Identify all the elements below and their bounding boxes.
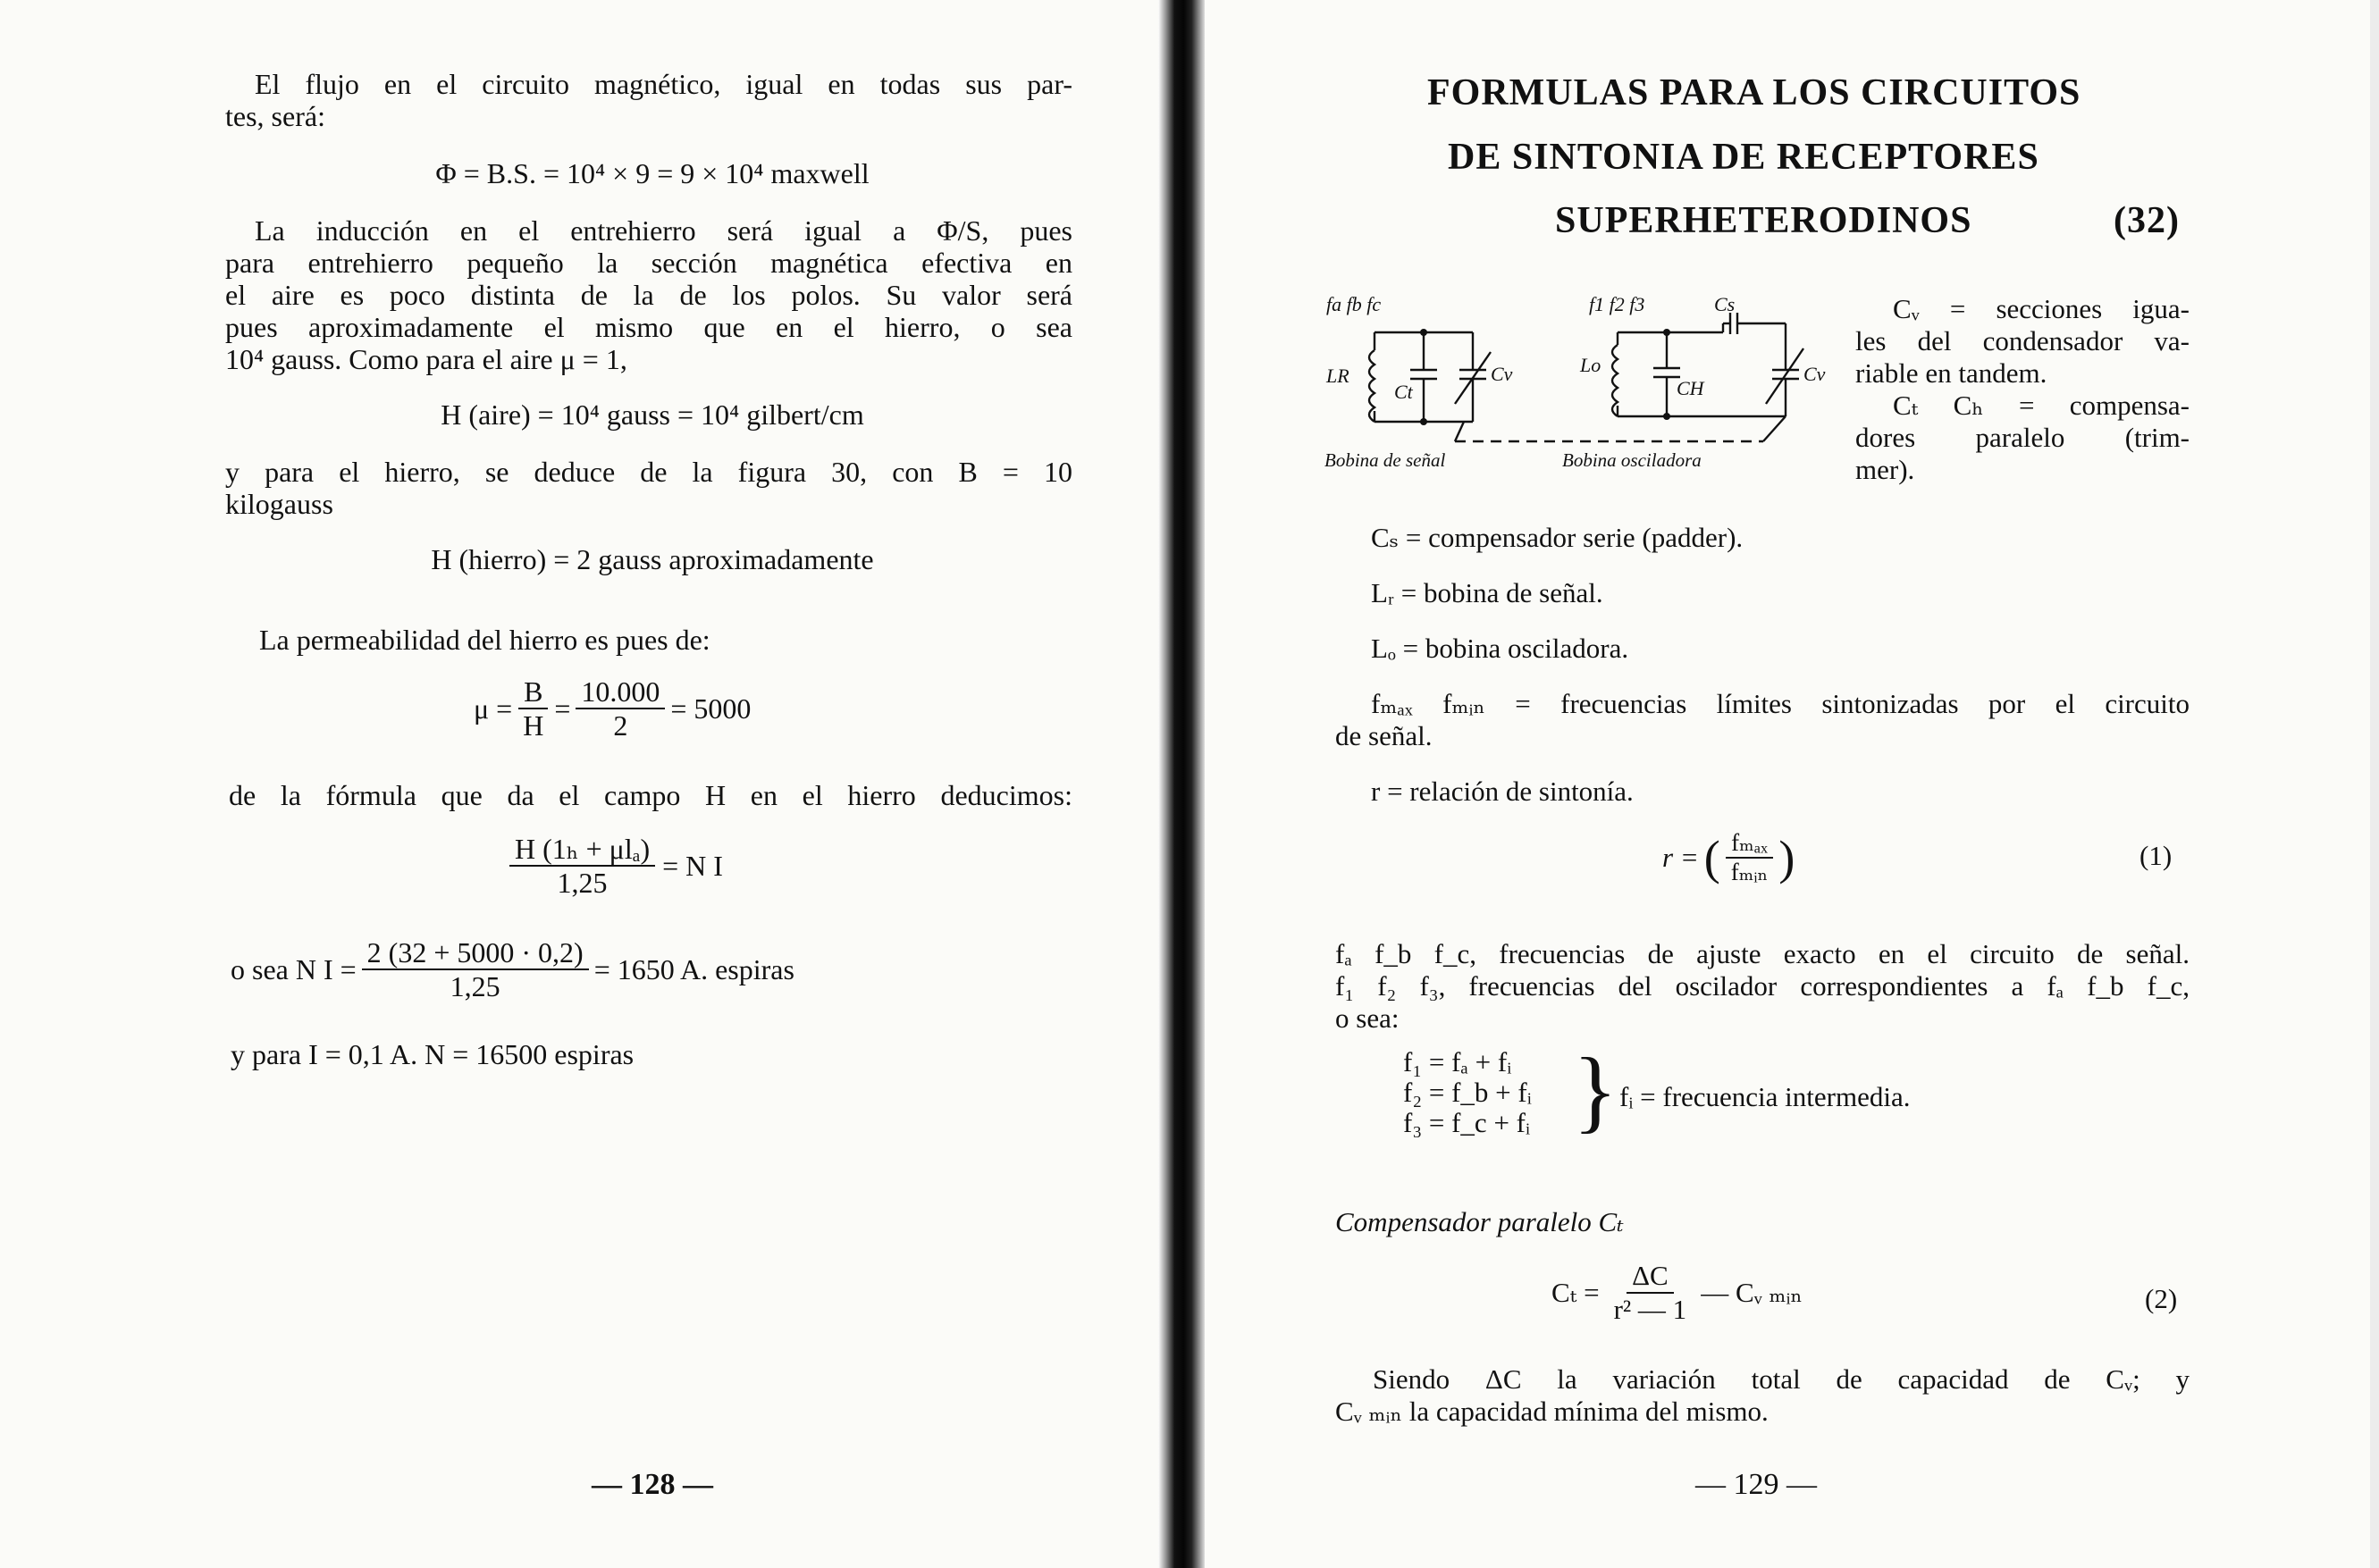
paragraph-line: el aire es poco distinta de la de los polos. Su valor será bbox=[225, 279, 1072, 311]
paragraph-line: Cᵥ ₘᵢₙ la capacidad mínima del mismo. bbox=[1335, 1396, 1769, 1427]
paragraph-line: El flujo en el circuito magnético, igual en todas sus par- bbox=[255, 68, 1072, 100]
eq-rhs: = 5000 bbox=[670, 692, 752, 725]
eq-lhs: Cₜ = bbox=[1551, 1277, 1600, 1308]
numerator: ΔC bbox=[1627, 1260, 1674, 1294]
lo-label: Lo bbox=[1580, 354, 1601, 376]
eq-sign: = bbox=[554, 692, 571, 725]
fraction bbox=[362, 936, 589, 1002]
system-rhs: fᵢ = frecuencia intermedia. bbox=[1619, 1081, 1911, 1112]
side-note-line: Cᵥ = secciones igua- bbox=[1893, 293, 2190, 324]
paragraph-line: de la fórmula que da el campo H en el hierro deducimos: bbox=[229, 779, 1072, 811]
denominator: 1,25 bbox=[450, 970, 500, 1002]
osc-coil-caption: Bobina osciladora bbox=[1562, 449, 1702, 471]
eq-lhs: o sea N I = bbox=[231, 953, 357, 985]
page-title-line: FORMULAS PARA LOS CIRCUITOS bbox=[1427, 72, 2081, 113]
lr-label: LR bbox=[1326, 365, 1349, 387]
equation-h-iron: H (hierro) = 2 gauss aproximadamente bbox=[431, 543, 874, 575]
paren-right: ) bbox=[1778, 831, 1795, 885]
page-number: — 128 — bbox=[592, 1468, 713, 1501]
paragraph-line: 10⁴ gauss. Como para el aire μ = 1, bbox=[225, 343, 627, 375]
fraction bbox=[517, 675, 549, 742]
numerator: 2 (32 + 5000 · 0,2) bbox=[362, 936, 589, 970]
definition-f-cont: de señal. bbox=[1335, 720, 1433, 751]
page-title-line: SUPERHETERODINOS bbox=[1555, 200, 1972, 241]
page-number: — 129 — bbox=[1695, 1468, 1817, 1501]
osc-freq-label: f1 f2 f3 bbox=[1589, 293, 1645, 315]
fraction bbox=[509, 833, 655, 899]
eq-lhs: r = bbox=[1662, 842, 1699, 873]
equation-permeability bbox=[474, 675, 751, 742]
cv-label: Cv bbox=[1491, 363, 1513, 385]
numerator: fₘₐₓ bbox=[1726, 829, 1773, 859]
book-spine bbox=[1158, 0, 1205, 1568]
subheading-compensador: Compensador paralelo Cₜ bbox=[1335, 1206, 1624, 1237]
side-note-line: riable en tandem. bbox=[1855, 357, 2047, 389]
denominator: r² — 1 bbox=[1613, 1294, 1687, 1325]
brace: } bbox=[1573, 1039, 1618, 1142]
paragraph-line: Siendo ΔC la variación total de capacidad de Cᵥ; y bbox=[1373, 1363, 2190, 1395]
side-note-line: mer). bbox=[1855, 454, 1915, 485]
cv-label: Cv bbox=[1803, 363, 1826, 385]
page-edge bbox=[2370, 0, 2379, 1568]
cs-label: Cs bbox=[1714, 293, 1736, 315]
paragraph-line: La inducción en el entrehierro será igual a Φ/S, pues bbox=[255, 214, 1072, 247]
numerator: 10.000 bbox=[576, 675, 665, 709]
denominator: 1,25 bbox=[557, 867, 608, 899]
paragraph-line: f₁ f₂ f₃, frecuencias del oscilador correspondientes a fₐ f_b f_c, bbox=[1335, 970, 2190, 1002]
equation-ni bbox=[231, 936, 794, 1002]
equation-n: y para I = 0,1 A. N = 16500 espiras bbox=[231, 1038, 635, 1070]
ct-label: Ct bbox=[1394, 381, 1413, 403]
numerator: H (1ₕ + μlₐ) bbox=[509, 833, 655, 867]
eq-rhs: = 1650 A. espiras bbox=[593, 953, 794, 985]
side-note-line: Cₜ Cₕ = compensa- bbox=[1893, 390, 2190, 421]
fraction bbox=[1609, 1260, 1693, 1326]
paragraph-line: tes, será: bbox=[225, 100, 325, 132]
paragraph-line: fₐ f_b f_c, frecuencias de ajuste exacto en el circuito de señal. bbox=[1335, 938, 2190, 969]
system-eq-3: f₃ = f_c + fᵢ bbox=[1403, 1107, 1531, 1138]
ch-label: CH bbox=[1677, 377, 1704, 399]
paragraph-line: pues aproximadamente el mismo que en el hierro, o sea bbox=[225, 311, 1072, 343]
fraction bbox=[576, 675, 665, 742]
equation-2 bbox=[1551, 1260, 1803, 1326]
section-number: (32) bbox=[2114, 200, 2180, 241]
signal-freq-label: fa fb fc bbox=[1326, 293, 1382, 315]
equation-tag: (2) bbox=[2145, 1283, 2178, 1314]
eq-rhs: = N I bbox=[662, 850, 723, 882]
equation-flux: Φ = B.S. = 10⁴ × 9 = 9 × 10⁴ maxwell bbox=[435, 157, 870, 189]
definition-f: fₘₐₓ fₘᵢₙ = frecuencias límites sintonizadas por el circuito bbox=[1371, 688, 2190, 719]
equation-h-air: H (aire) = 10⁴ gauss = 10⁴ gilbert/cm bbox=[441, 398, 864, 431]
paragraph-line: para entrehierro pequeño la sección magnética efectiva en bbox=[225, 247, 1072, 279]
paren-left: ( bbox=[1703, 831, 1720, 885]
system-eq-1: f₁ = fₐ + fᵢ bbox=[1403, 1046, 1512, 1077]
equation-tag: (1) bbox=[2139, 840, 2173, 871]
side-note-line: les del condensador va- bbox=[1855, 325, 2190, 356]
definition-lr: Lᵣ = bobina de señal. bbox=[1371, 577, 1603, 608]
paragraph-line: o sea: bbox=[1335, 1002, 1400, 1034]
eq-lhs: μ = bbox=[474, 692, 513, 725]
fraction bbox=[1726, 829, 1774, 886]
paragraph-line: y para el hierro, se deduce de la figura 30, con B = 10 bbox=[225, 456, 1072, 488]
equation-field bbox=[509, 833, 723, 899]
equation-1 bbox=[1662, 829, 1795, 886]
definition-cs: Cₛ = compensador serie (padder). bbox=[1371, 522, 1744, 553]
definition-lo: Lₒ = bobina osciladora. bbox=[1371, 633, 1629, 664]
denominator: fₘᵢₙ bbox=[1730, 859, 1769, 885]
denominator: 2 bbox=[613, 709, 628, 742]
definition-r: r = relación de sintonía. bbox=[1371, 776, 1634, 807]
page-title-line: DE SINTONIA DE RECEPTORES bbox=[1448, 137, 2039, 178]
paragraph-line: La permeabilidad del hierro es pues de: bbox=[259, 624, 710, 656]
denominator: H bbox=[523, 709, 544, 742]
paragraph-line: kilogauss bbox=[225, 488, 333, 520]
signal-coil-caption: Bobina de señal bbox=[1324, 449, 1446, 471]
system-eq-2: f₂ = f_b + fᵢ bbox=[1403, 1077, 1532, 1108]
tuning-circuit-diagram bbox=[1321, 288, 1866, 475]
eq-rhs: — Cᵥ ₘᵢₙ bbox=[1701, 1277, 1803, 1308]
side-note-line: dores paralelo (trim- bbox=[1855, 422, 2190, 453]
numerator: B bbox=[518, 675, 548, 709]
